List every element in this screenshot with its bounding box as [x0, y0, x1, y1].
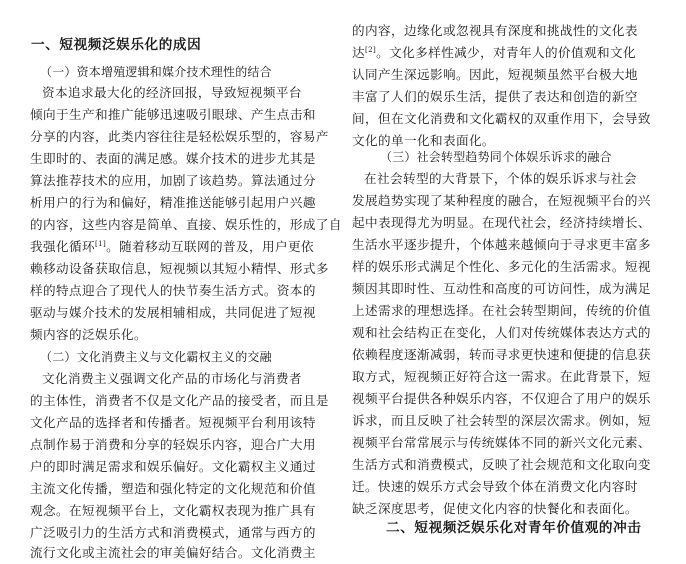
citation-1[interactable]: [1]: [94, 239, 107, 248]
text-line: 缺乏深度思考，促使文化内容的快餐化和表面化。: [352, 501, 638, 516]
text-line: 户的即时满足需求和娱乐偏好。文化霸权主义通过: [30, 459, 316, 474]
text-line: 分享的内容，此类内容往往是轻松娱乐型的，容易产: [30, 129, 329, 144]
text-line: 依赖程度逐渐减弱，转而寻求更快速和便捷的信息获: [352, 347, 651, 362]
text-line: 析用户的行为和偏好，精准推送能够引起用户兴趣: [30, 195, 316, 210]
text-line: 观和社会结构正在变化，人们对传统媒体表达方式的: [352, 325, 651, 340]
text-segment: 我强化循环: [30, 239, 95, 254]
section-1-title: 一、短视频泛娱乐化的成因: [31, 37, 202, 53]
text-line: 生即时的、表面的满足感。媒介技术的进步尤其是: [30, 151, 316, 166]
text-line: 频内容的泛娱乐化。: [30, 327, 147, 342]
text-line: 间，但在文化消费和文化霸权的双重作用下，会导致: [352, 111, 651, 126]
text-line: 算法推荐技术的应用，加剧了该趋势。算法通过分: [30, 173, 316, 188]
text-line: 频因其即时性、互动性和高度的可访问性，成为满足: [352, 281, 651, 296]
text-line: 生活方式和消费模式，反映了社会规范和文化取向变: [352, 457, 651, 472]
text-line: 点制作易于消费和分享的轻娱乐内容，迎合广大用: [30, 437, 316, 452]
section-2-title: 二、短视频泛娱乐化对青年价值观的冲击: [386, 520, 642, 536]
text-line: 样的特点迎合了现代人的快节奏生活方式。资本的: [30, 283, 316, 298]
text-line: 诉求，而且反映了社会转型的深层次需求。例如，短: [352, 413, 651, 428]
text-line: 驱动与媒介技术的发展相辅相成，共同促进了短视: [30, 305, 316, 320]
text-line: 广泛吸引力的生活方式和消费模式，通常与西方的: [30, 525, 316, 540]
text-line: 认同产生深远影响。因此，短视频虽然平台极大地: [352, 67, 638, 82]
subsection-1-title: （一）资本增殖逻辑和媒介技术理性的结合: [40, 65, 272, 79]
text-line-with-citation: [352, 42, 636, 64]
text-line: 观念。在短视频平台上，文化霸权表现为推广具有: [30, 503, 316, 518]
text-line: 的主体性，消费者不仅是文化产品的接受者，而且是: [30, 393, 329, 408]
text-segment: 达: [352, 45, 365, 60]
text-line-with-citation: [30, 236, 314, 258]
text-segment: 。文化多样性减少，对青年人的价值观和文化: [376, 45, 636, 60]
text-line: 主流文化传播，塑造和强化特定的文化规范和价值: [30, 481, 316, 496]
text-line: 资本追求最大化的经济回报，导致短视频平台: [42, 85, 302, 100]
text-line: 上述需求的理想选择。在社会转型期间，传统的价值: [352, 303, 651, 318]
text-line: 迁。快速的娱乐方式会导致个体在消费文化内容时: [352, 479, 638, 494]
text-line: 丰富了人们的娱乐生活，提供了表达和创造的新空: [352, 89, 638, 104]
text-line: 文化产品的选择者和传播者。短视频平台利用该特: [30, 415, 316, 430]
text-line: 发展趋势实现了某种程度的融合，在短视频平台的兴: [352, 193, 651, 208]
citation-2[interactable]: [2]: [365, 45, 377, 54]
text-line: 的内容，边缘化或忽视具有深度和挑战性的文化表: [352, 23, 638, 38]
text-line: 在社会转型的大背景下，个体的娱乐诉求与社会: [364, 171, 637, 186]
text-line: 样的娱乐形式满足个性化、多元化的生活需求。短视: [352, 259, 651, 274]
text-line: 倾向于生产和推广能够迅速吸引眼球、产生点击和: [30, 107, 316, 122]
text-line: 赖移动设备获取信息，短视频以其短小精悍、形式多: [30, 261, 329, 276]
subsection-2-title: （二）文化消费主义与文化霸权主义的交融: [40, 350, 272, 364]
text-line: 文化的单一化和表面化。: [352, 133, 495, 148]
text-line: 取方式，短视频正好符合这一需求。在此背景下，短: [352, 369, 651, 384]
subsection-3-title: （三）社会转型趋势同个体娱乐诉求的融合: [380, 150, 612, 164]
text-line: 起中表现得尤为明显。在现代社会，经济持续增长、: [352, 215, 651, 230]
text-line: 生活水平逐步提升，个体越来越倾向于寻求更丰富多: [352, 237, 651, 252]
text-segment: 。随着移动互联网的普及，用户更依: [106, 239, 314, 254]
text-line: 视频平台常常展示与传统媒体不同的新兴文化元素、: [352, 435, 651, 450]
text-line: 流行文化或主流社会的审美偏好结合。文化消费主: [30, 545, 316, 560]
text-line: 视频平台提供各种娱乐内容，不仅迎合了用户的娱乐: [352, 391, 651, 406]
text-line: 的内容，这些内容是简单、直接、娱乐性的，形成了自: [30, 217, 342, 232]
text-line: 文化消费主义强调文化产品的市场化与消费者: [42, 371, 302, 386]
